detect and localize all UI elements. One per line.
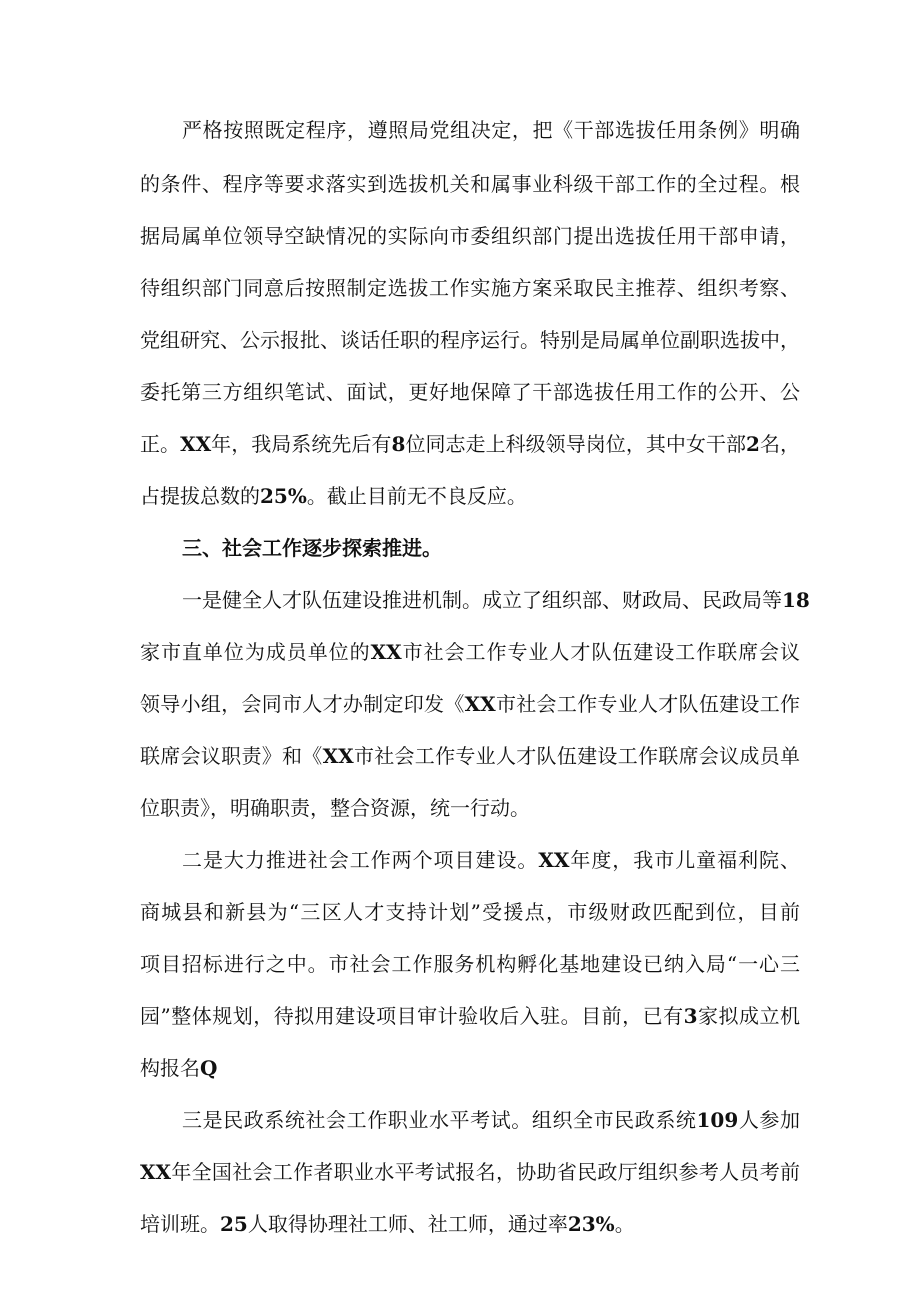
paragraph-line: 构报名Q [140,1056,218,1080]
paragraph-line: 家市直单位为成员单位的XX市社会工作专业人才队伍建设工作联席会议 [140,640,801,664]
paragraph-line: 园”整体规划，待拟用建设项目审计验收后入驻。目前，已有3家拟成立机 [140,1004,800,1028]
paragraph-line: XX年全国社会工作者职业水平考试报名，协助省民政厅组织参考人员考前 [140,1160,800,1184]
paragraph-line: 委托第三方组织笔试、面试，更好地保障了干部选拔任用工作的公开、公 [140,380,800,404]
paragraph-line: 占提拔总数的25%。截止目前无不良反应。 [140,484,527,508]
paragraph-line: 正。XX年，我局系统先后有8位同志走上科级领导岗位，其中女干部2名， [140,432,801,456]
paragraph-line: 党组研究、公示报批、谈话任职的程序运行。特别是局属单位副职选拔中， [140,328,800,352]
paragraph-line: 位职责》，明确职责，整合资源，统一行动。 [140,796,530,820]
paragraph-line: 严格按照既定程序，遵照局党组决定，把《干部选拔任用条例》明确 [182,118,800,142]
paragraph-line: 待组织部门同意后按照制定选拔工作实施方案采取民主推荐、组织考察、 [140,276,800,300]
paragraph-line: 联席会议职责》和《XX市社会工作专业人才队伍建设工作联席会议成员单 [140,744,801,768]
paragraph-line: 一是健全人才队伍建设推进机制。成立了组织部、财政局、民政局等18 [182,588,810,612]
paragraph-line: 项目招标进行之中。市社会工作服务机构孵化基地建设已纳入局“一心三 [140,952,800,976]
paragraph-line: 据局属单位领导空缺情况的实际向市委组织部门提出选拔任用干部申请， [140,224,800,248]
paragraph-line: 领导小组，会同市人才办制定印发《XX市社会工作专业人才队伍建设工作 [140,692,801,716]
paragraph-line: 商城县和新县为“三区人才支持计划”受援点，市级财政匹配到位，目前 [140,900,800,924]
paragraph-line: 二是大力推进社会工作两个项目建设。XX年度，我市儿童福利院、 [182,848,801,872]
paragraph-line: 三是民政系统社会工作职业水平考试。组织全市民政系统109人参加 [182,1108,801,1132]
paragraph-line: 的条件、程序等要求落实到选拔机关和属事业科级干部工作的全过程。根 [140,172,800,196]
paragraph-line: 培训班。25人取得协理社工师、社工师，通过率23%。 [140,1212,635,1236]
section-heading: 三、社会工作逐步探索推进。 [182,536,442,560]
